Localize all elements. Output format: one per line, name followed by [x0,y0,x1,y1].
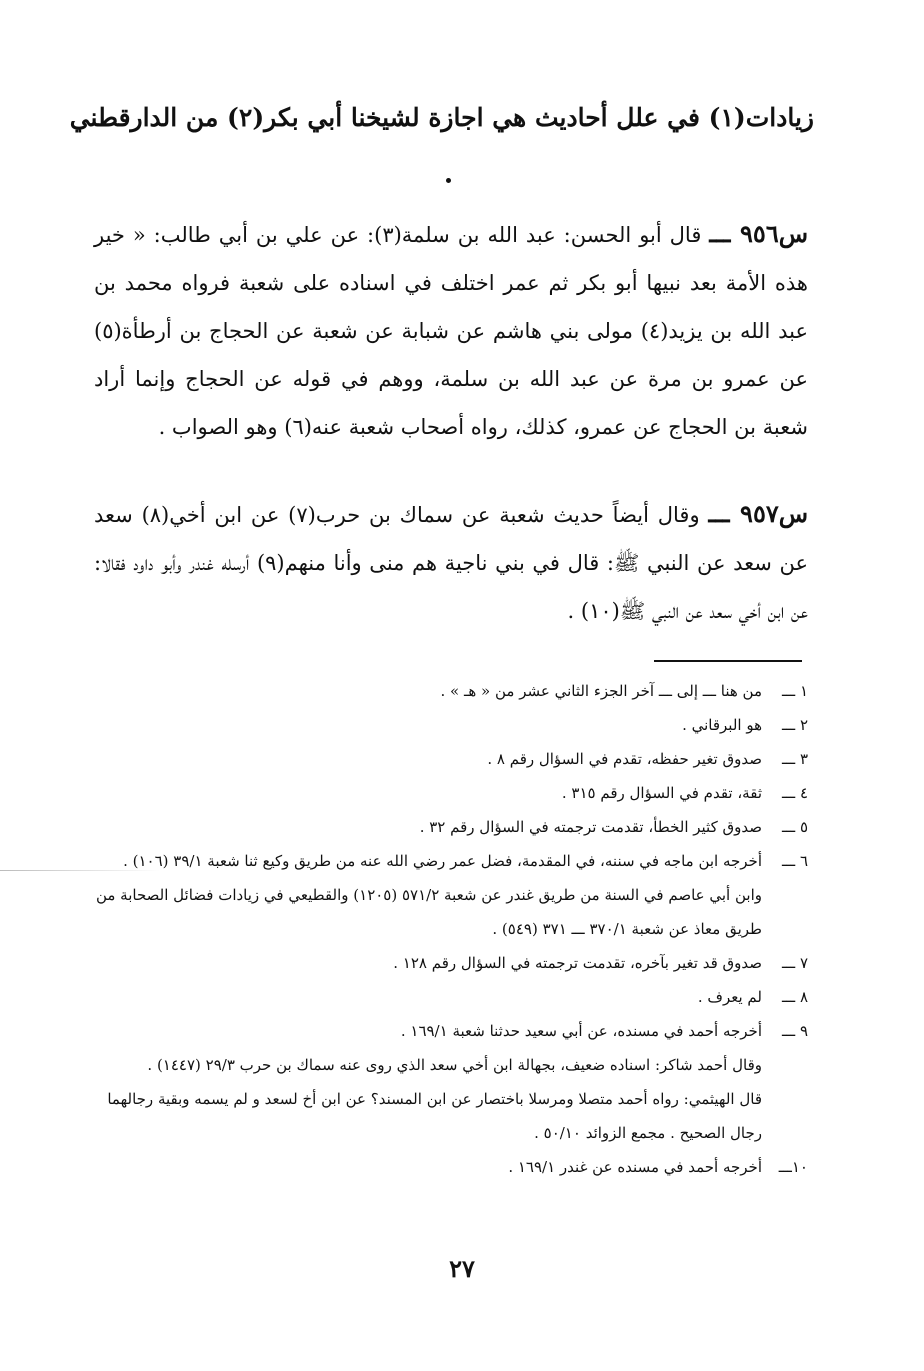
footnote [90,742,808,776]
footnote [90,708,808,742]
question-text: وقال أيضاً حديث شعبة عن سماك بن حرب(٧) عن ابن أخي(٨) سعد عن سعد عن النبي ﷺ: قال في بني ناجية هم منى وأنا منهم(٩) أرسله غندر وأبو داود فقالا: عن ابن أخي سعد عن النبي ﷺ(١٠) . [94,503,808,623]
footnotes [90,674,808,1184]
footnote-text: قال الهيثمي: رواه أحمد متصلا ومرسلا باختصار عن ابن المسند؟ عن ابن أخ لسعد و لم يسمه وبقية رجالهما رجال الصحيح . مجمع الزوائد ٥٠/١٠ . [107,1090,762,1142]
question-956 [94,210,808,451]
footnote-number: ١ ـــ [781,682,808,700]
footnote [90,980,808,1014]
footnote [90,946,808,980]
footnote-text: أخرجه أحمد في مسنده عن غندر ١٦٩/١ . [508,1158,762,1176]
footnote [90,1150,808,1184]
footnote-separator [654,660,802,662]
footnote-text: ثقة، تقدم في السؤال رقم ٣١٥ . [561,784,762,802]
footnote-number: ٢ ـــ [781,716,808,734]
footnote-text: صدوق تغير حفظه، تقدم في السؤال رقم ٨ . [487,750,762,768]
footnote [90,776,808,810]
footnote-text: صدوق قد تغير بآخره، تقدمت ترجمته في السؤال رقم ١٢٨ . [393,954,762,972]
footnote [90,844,808,946]
footnote-number: ٣ ـــ [781,750,808,768]
footnote-text: هو البرقاني . [682,716,762,734]
footnote-number: ٧ ـــ [781,954,808,972]
footnote-number: ١٠ـــ [778,1158,808,1176]
footnote-text: لم يعرف . [697,988,762,1006]
question-number: س٩٥٧ ـــ [708,499,809,528]
footnote [90,1014,808,1150]
footnote-number: ٤ ـــ [781,784,808,802]
ornament-dot [446,178,451,183]
question-number: س٩٥٦ ـــ [709,219,808,248]
footnote-number: ٩ ـــ [781,1022,808,1040]
footnote-text: صدوق كثير الخطأ، تقدمت ترجمته في السؤال رقم ٣٢ . [419,818,762,836]
question-text: قال أبو الحسن: عبد الله بن سلمة(٣): عن علي بن أبي طالب: « خير هذه الأمة بعد نبيها أبو بكر ثم عمر اختلف في اسناده على شعبة فرواه محمد بن عبد الله بن يزيد(٤) مولى بني هاشم عن شبابة عن شعبة عن الحجاج بن أرطأة(٥) عن عمرو بن مرة عن عبد الله بن سلمة، ووهم في قوله عن الحجاج وإنما أراد شعبة بن الحجاج عن عمرو، كذلك، رواه أصحاب شعبة عنه(٦) وهو الصواب . [94,223,808,439]
footnote-number: ٥ ـــ [781,818,808,836]
footnote-text: أخرجه ابن ماجه في سننه، في المقدمة، فضل عمر رضي الله عنه من طريق وكيع ثنا شعبة ٣٩/١ (١٠٦) . [123,852,762,870]
footnote [90,810,808,844]
footnote-text: من هنا ـــ إلى ـــ آخر الجزء الثاني عشر من « هـ » . [440,682,762,700]
footnote-text: وقال أحمد شاكر: اسناده ضعيف، بجهالة ابن أخي سعد الذي روى عنه سماك بن حرب ٢٩/٣ (١٤٤٧) . [147,1056,762,1074]
footnote-text: أخرجه أحمد في مسنده، عن أبي سعيد حدثنا شعبة ١٦٩/١ . [400,1022,762,1040]
footnote-text: وابن أبي عاصم في السنة من طريق غندر عن شعبة ٥٧١/٢ (١٢٠٥) والقطيعي في زيادات فضائل الصحابة من طريق معاذ عن شعبة ٣٧٠/١ ـــ ٣٧١ (٥٤٩) . [95,886,762,938]
footnote [90,674,808,708]
footnote-number: ٦ ـــ [781,852,808,870]
footnote-number: ٨ ـــ [781,988,808,1006]
page-number: ٢٧ [449,1254,475,1283]
question-957 [94,490,808,635]
page-title: زيادات(١) في علل أحاديث هي اجازة لشيخنا أبي بكر(٢) من الدارقطني [69,103,814,132]
